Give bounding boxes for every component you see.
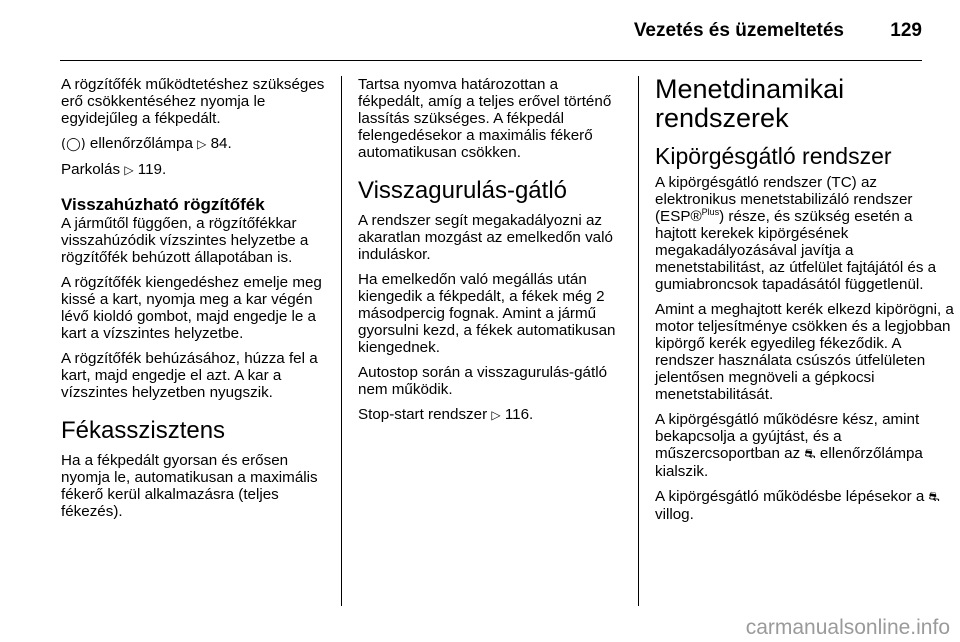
paragraph: A kipörgésgátló működésre kész, amint bekapcsolja a gyújtást, és a műszercsoportban az ⛐ ellenőrzőlámpa kialszik. [655, 411, 923, 480]
paragraph: A járműtől függően, a rögzítőfékkar visszahúzódik vízszintes helyzetbe a rögzítőfék behúzott állapotában is. [61, 215, 309, 266]
paragraph: Parkolás ▷ 119. [61, 161, 167, 178]
section-heading: Visszahúzható rögzítőfék [61, 195, 265, 214]
paragraph: Autostop során a visszagurulás-gátló nem működik. [358, 364, 608, 398]
column-1 [61, 76, 329, 528]
page-reference[interactable]: 116. [504, 406, 534, 423]
page-header [0, 0, 960, 60]
paragraph: Tartsa nyomva határozottan a fékpedált, amíg a teljes erővel történő lassítás szükséges. A fékpedál felengedésekor a maximális fékerő automatikusan csökken. [358, 76, 612, 161]
paragraph: Ha a fékpedált gyorsan és erősen nyomja le, automatikusan a maximális fékerő kerül alkalmazásra (teljes fékezés). [61, 452, 318, 520]
column-divider [638, 76, 639, 606]
column-divider [341, 76, 342, 606]
arrow-reference-icon: ▷ [197, 137, 207, 151]
chapter-heading: Menetdinamikai rendszerek [655, 74, 845, 133]
paragraph: A rögzítőfék kiengedéshez emelje meg kissé a kart, nyomja meg a kar végén lévő kioldó gombot, majd engedje le a kart a vízszintes helyzetbe. [61, 274, 322, 342]
page-number: 129 [890, 20, 922, 41]
paragraph: A kipörgésgátló működésbe lépésekor a ⛐ villog. [655, 488, 940, 523]
section-heading: Fékasszisztens [61, 417, 226, 444]
paragraph: Ha emelkedőn való megállás után kiengedik a fékpedált, a fékek még 2 másodpercig fognak. Amint a jármű gyorsulni kezd, a fékek automatikusan kiengednek. [358, 271, 616, 356]
paragraph: Amint a meghajtott kerék elkezd kipörögni, a motor teljesítménye csökken és a legjobban kipörgő kerék egyedileg fékeződik. A rendszer használata csúszós útfelületen jelentősen megnöveli a gépkocsi menetstabilitását. [655, 301, 954, 403]
watermark: carmanualsonline.info [745, 616, 950, 639]
arrow-reference-icon: ▷ [491, 408, 501, 422]
section-heading: Visszagurulás-gátló [358, 177, 568, 204]
paragraph: (◯) ellenőrzőlámpa ▷ 84. [61, 135, 232, 152]
traction-control-icon: ⛐ [804, 447, 816, 462]
header-rule [60, 60, 922, 61]
arrow-reference-icon: ▷ [124, 163, 134, 177]
paragraph: A rögzítőfék működtetéshez szükséges erő csökkentéséhez nyomja le egyidejűleg a fékpedált. [61, 76, 325, 127]
section-heading: Kipörgésgátló rendszer [655, 143, 892, 169]
header-title: Vezetés és üzemeltetés [633, 20, 844, 41]
column-2 [358, 76, 626, 432]
traction-control-icon: ⛐ [928, 490, 940, 505]
paragraph: A kipörgésgátló rendszer (TC) az elektronikus menetstabilizáló rendszer (ESP®$^{Plus}$) része, és szükség esetén a hajtott kerekek kipörgésének megakadályozásával javítja a menetstabilitást, az útfelület fajtájától és a gumiabroncsok tapadásától függetlenül. [655, 174, 937, 293]
paragraph: A rendszer segít megakadályozni az akaratlan mozgást az emelkedőn való induláskor. [358, 212, 613, 263]
paragraph: A rögzítőfék behúzásához, húzza fel a kart, majd engedje el azt. A kar a vízszintes helyzetben nyugszik. [61, 350, 318, 401]
column-3 [655, 76, 955, 531]
brake-warning-icon: (◯) [61, 137, 86, 152]
page-reference[interactable]: 119. [137, 161, 167, 178]
paragraph: Stop-start rendszer ▷ 116. [358, 406, 534, 423]
page-reference[interactable]: 84. [210, 135, 232, 152]
